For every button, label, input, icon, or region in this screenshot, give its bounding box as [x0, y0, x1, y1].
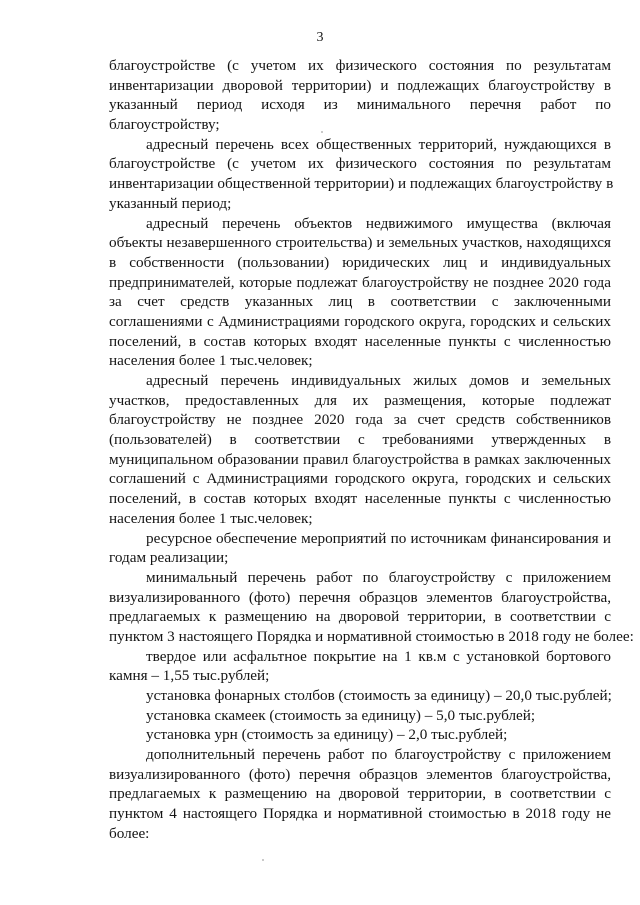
text-line: установка скамеек (стоимость за единицу) – 5,0 тыс.рублей;	[146, 706, 536, 724]
paragraph-5	[109, 529, 611, 568]
text-line: указанный период;	[109, 194, 232, 212]
text-line: установка фонарных столбов (стоимость за единицу) – 20,0 тыс.рублей;	[146, 687, 612, 704]
paragraph-4	[109, 371, 611, 529]
text-line: предпринимателей, которые подлежат благоустройству не позднее 2020 года	[109, 273, 611, 291]
text-line: камня – 1,55 тыс.рублей;	[109, 667, 270, 685]
text-line: участков, предоставленных для их размещения, которые подлежат	[109, 391, 611, 409]
text-line: минимальный перечень работ по благоустройству с приложением	[146, 568, 611, 586]
text-line: адресный перечень объектов недвижимого имущества (включая	[146, 214, 611, 232]
document-body	[109, 56, 634, 844]
paragraph-1	[109, 56, 611, 135]
text-line: (пользователей) в соответствии с требованиями утвержденных в	[109, 431, 611, 449]
text-line: пунктом 4 настоящего Порядка и нормативной стоимостью в 2018 году не	[109, 805, 611, 823]
text-line: за счет средств указанных лиц в соответствии с заключенными	[109, 293, 611, 311]
paragraph-6	[109, 568, 634, 647]
text-line: соглашениями с Администрациями городского округа, городских и сельских	[109, 312, 611, 330]
text-line: ресурсное обеспечение мероприятий по источникам финансирования и	[146, 529, 611, 547]
text-line: инвентаризации дворовой территории) и подлежащих благоустройству в	[109, 76, 611, 94]
paragraph-11	[109, 745, 611, 843]
text-line: визуализированного (фото) перечня образцов элементов благоустройства,	[109, 765, 611, 783]
scan-speck	[321, 131, 323, 133]
text-line: указанный период исходя из минимального перечня работ по	[109, 96, 611, 114]
text-line: поселений, в состав которых входят населенные пункты с численностью	[109, 490, 611, 508]
text-line: установка урн (стоимость за единицу) – 2,0 тыс.рублей;	[146, 726, 508, 744]
text-line: населения более 1 тыс.человек;	[109, 352, 313, 370]
text-line: адресный перечень индивидуальных жилых домов и земельных	[146, 372, 611, 389]
paragraph-8	[109, 686, 611, 706]
text-line: благоустройстве (с учетом их физического состояния по результатам	[109, 57, 611, 74]
text-line: населения более 1 тыс.человек;	[109, 509, 313, 527]
paragraph-10	[109, 725, 611, 745]
text-line: твердое или асфальтное покрытие на 1 кв.м с установкой бортового	[146, 647, 611, 665]
paragraph-2	[109, 135, 614, 214]
text-line: адресный перечень всех общественных территорий, нуждающихся в	[146, 135, 611, 153]
paragraph-3	[109, 214, 611, 372]
paragraph-9	[109, 706, 611, 726]
text-line: в собственности (пользовании) юридических лиц и индивидуальных	[109, 253, 611, 271]
text-line: поселений, в состав которых входят населенные пункты с численностью	[109, 332, 611, 350]
scan-speck	[262, 859, 264, 861]
text-line: предлагаемых к размещению на дворовой территории, в соответствии с	[109, 608, 611, 626]
text-line: соглашений с Администрациями городского округа, городских и сельских	[109, 470, 611, 488]
text-line: благоустройству;	[109, 116, 220, 134]
text-line: предлагаемых к размещению на дворовой территории, в соответствии с	[109, 785, 611, 803]
text-line: годам реализации;	[109, 549, 229, 567]
text-line: благоустройству не позднее 2020 года за счет средств собственников	[109, 411, 611, 429]
page-number: 3	[316, 30, 324, 45]
text-line: пунктом 3 настоящего Порядка и нормативной стоимостью в 2018 году не более:	[109, 627, 634, 645]
paragraph-7	[109, 647, 611, 686]
text-line: визуализированного (фото) перечня образцов элементов благоустройства,	[109, 588, 611, 606]
text-line: благоустройстве (с учетом их физического состояния по результатам	[109, 155, 611, 173]
text-line: инвентаризации общественной территории) и подлежащих благоустройству в	[109, 175, 614, 193]
text-line: дополнительный перечень работ по благоустройству с приложением	[146, 746, 611, 764]
text-line: муниципальном образовании правил благоустройства в рамках заключенных	[109, 450, 611, 468]
text-line: объекты незавершенного строительства) и земельных участков, находящихся	[109, 234, 611, 252]
text-line: более:	[109, 824, 150, 842]
